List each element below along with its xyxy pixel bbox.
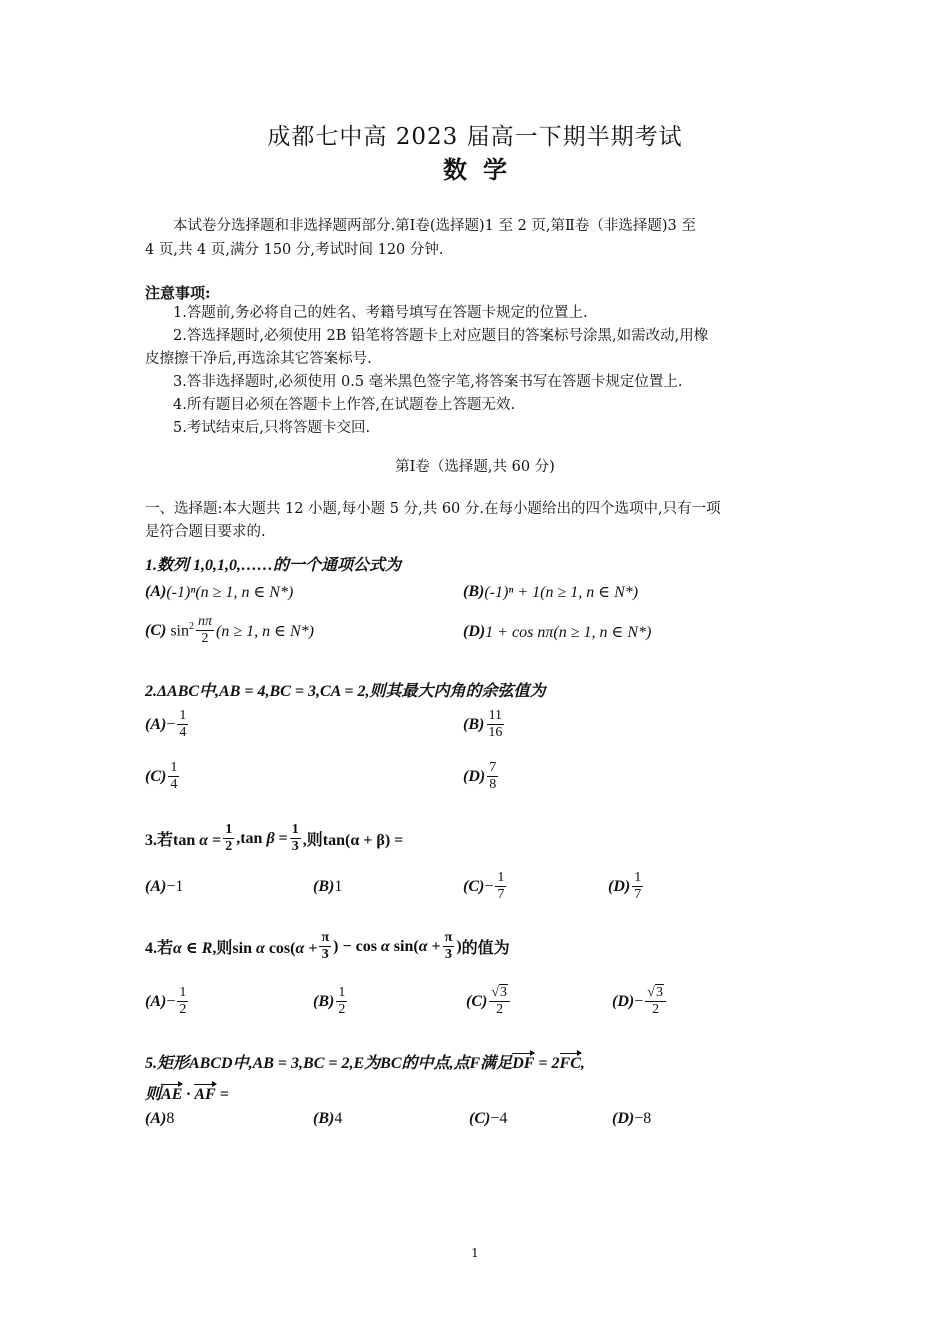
question-1-option-c xyxy=(145,614,314,647)
fraction: $\frac{1}{4}$ xyxy=(179,708,187,740)
fraction: $\frac{11}{16}$ xyxy=(488,708,503,740)
fraction: $\frac{n\pi}{2}$ xyxy=(198,614,213,646)
fraction: $\frac{1}{2}$ xyxy=(338,985,346,1017)
option-label: (B) xyxy=(313,878,335,895)
option-label: (B) xyxy=(463,715,485,733)
stem-text: 5.矩形ABCD中,AB = 3,BC = 2,E为BC的中点,点F满足 xyxy=(145,1055,513,1072)
stem-text: 3.若tan α = xyxy=(145,832,222,849)
fraction: $\frac{\pi}{3}$ xyxy=(321,930,330,962)
option-label: (B) xyxy=(313,992,335,1010)
fraction: $\frac{7}{8}$ xyxy=(489,760,497,792)
stem-text: ) xyxy=(456,937,462,955)
option-label: (A) xyxy=(145,878,167,895)
option-text: (-1)ⁿ(n ≥ 1, n ∈ N*) xyxy=(166,584,294,601)
option-label: (C) xyxy=(145,767,167,785)
question-4-option-a: (A) − $\frac{1}{2}$ xyxy=(145,985,187,1017)
notice-item: 皮擦擦干净后,再选涂其它答案标号. xyxy=(145,351,372,367)
notice-item: 4.所有题目必须在答题卡上作答,在试题卷上答题无效. xyxy=(173,397,516,413)
question-5-option-d xyxy=(612,1110,651,1128)
question-1-option-d xyxy=(463,622,651,642)
question-4-option-b xyxy=(313,985,349,1018)
notice-item: 1.答题前,务必将自己的姓名、考籍号填写在答题卡规定的位置上. xyxy=(173,305,588,321)
fraction: $\frac{√3}{2}$ xyxy=(489,985,510,1018)
option-label: (C) xyxy=(463,877,485,895)
exam-title: 成都七中高 2023 届高一下期半期考试 xyxy=(267,124,683,150)
fraction: $\frac{\pi}{3}$ xyxy=(444,930,453,962)
option-label: (B) xyxy=(463,583,485,600)
subject-title: 数学 xyxy=(443,155,523,184)
part-one-line-2: 是符合题目要求的. xyxy=(145,524,266,540)
option-label: (B) xyxy=(313,1110,335,1127)
vector-af: AF xyxy=(194,1086,216,1103)
fraction: $\frac{1}{2}$ xyxy=(225,822,233,854)
math-minus: − xyxy=(166,715,176,733)
notice-item: 2.答选择题时,必须使用 2B 铅笔将答题卡上对应题目的答案标号涂黑,如需改动,用橡 xyxy=(173,328,709,344)
question-5-option-a xyxy=(145,1110,174,1128)
option-label: (D) xyxy=(612,1110,635,1127)
question-3-option-d xyxy=(608,870,645,903)
option-label: (A) xyxy=(145,992,167,1010)
vector-df: DF xyxy=(512,1055,535,1072)
vector-fc: FC xyxy=(559,1055,581,1072)
option-text: (-1)ⁿ + 1(n ≥ 1, n ∈ N*) xyxy=(484,584,639,601)
notice-heading: 注意事项: xyxy=(145,284,211,302)
option-label: (C) xyxy=(145,621,167,639)
question-5-stem-2: 则AE · AF = xyxy=(145,1086,229,1103)
question-4-stem xyxy=(145,930,510,963)
question-5-option-b xyxy=(313,1110,342,1128)
fraction: $\frac{√3}{2}$ xyxy=(645,985,666,1018)
stem-text: ) − cos α sin(α + xyxy=(333,937,441,955)
question-2-stem: 2.ΔABC中,AB = 4,BC = 3,CA = 2,则其最大内角的余弦值为 xyxy=(145,683,546,700)
option-text: 8 xyxy=(166,1110,175,1127)
section-title: 第Ⅰ卷（选择题,共 60 分) xyxy=(395,459,555,475)
option-text: (n ≥ 1, n ∈ N*) xyxy=(216,622,314,640)
option-label: (D) xyxy=(612,992,635,1010)
question-3-option-a: (A) −1 xyxy=(145,878,184,895)
question-5-stem: 5.矩形ABCD中,AB = 3,BC = 2,E为BC的中点,点F满足DF = 2FC, xyxy=(145,1055,585,1072)
stem-tail: 的值为 xyxy=(461,940,510,957)
fraction: $\frac{1}{7}$ xyxy=(634,870,642,902)
option-label: (D) xyxy=(608,877,631,895)
option-text: −4 xyxy=(490,1110,508,1127)
notice-item: 5.考试结束后,只将答题卡交回. xyxy=(173,420,371,436)
question-4-option-d: (D) − $\frac{√3}{2}$ xyxy=(612,985,668,1018)
notice-item: 3.答非选择题时,必须使用 0.5 毫米黑色签字笔,将答案书写在答题卡规定位置上. xyxy=(173,374,683,390)
stem-tail: ,则tan(α + β) = xyxy=(302,832,404,849)
option-label: (C) xyxy=(466,992,488,1010)
option-text: −8 xyxy=(634,1110,652,1127)
option-label: (D) xyxy=(463,767,486,785)
page-number: 1 xyxy=(471,1246,479,1260)
intro-line-1: 本试卷分选择题和非选择题两部分.第Ⅰ卷(选择题)1 至 2 页,第Ⅱ卷（非选择题)3 至 xyxy=(173,218,696,234)
question-2-option-c xyxy=(145,760,181,793)
question-2-option-a xyxy=(145,708,190,741)
option-label: (A) xyxy=(145,715,167,733)
fraction: $\frac{1}{4}$ xyxy=(170,760,178,792)
intro-line-2: 4 页,共 4 页,满分 150 分,考试时间 120 分钟. xyxy=(145,242,444,258)
question-1-option-a xyxy=(145,582,293,602)
part-one-line-1: 一、选择题:本大题共 12 小题,每小题 5 分,共 60 分.在每小题给出的四个选项中,只有一项 xyxy=(145,501,721,517)
vector-ae: AE xyxy=(161,1086,183,1103)
question-1-stem: 1.数列 1,0,1,0,……的一个通项公式为 xyxy=(145,557,402,574)
fraction: $\frac{1}{7}$ xyxy=(497,870,505,902)
option-label: (A) xyxy=(145,1110,167,1127)
question-3-option-c: (C) − $\frac{1}{7}$ xyxy=(463,870,505,902)
question-2-option-b xyxy=(463,708,506,741)
stem-text: 4.若α ∈ R,则sin α cos(α + xyxy=(145,940,318,957)
question-3-stem xyxy=(145,822,403,855)
stem-text: ,tan β = xyxy=(236,829,288,847)
fraction: $\frac{1}{3}$ xyxy=(291,822,299,854)
question-1-option-b xyxy=(463,582,638,602)
option-label: (D) xyxy=(463,623,486,640)
fraction: $\frac{1}{2}$ xyxy=(179,985,187,1017)
question-3-option-b: (B) 1 xyxy=(313,878,343,895)
math-sin: $\sin^2$ xyxy=(166,620,194,640)
option-text: 4 xyxy=(334,1110,343,1127)
question-5-option-c xyxy=(469,1110,507,1128)
question-2-option-d xyxy=(463,760,500,793)
option-label: (C) xyxy=(469,1110,491,1127)
option-text: 1 + cos nπ(n ≥ 1, n ∈ N*) xyxy=(485,624,652,641)
question-4-option-c xyxy=(466,985,512,1018)
option-label: (A) xyxy=(145,583,167,600)
